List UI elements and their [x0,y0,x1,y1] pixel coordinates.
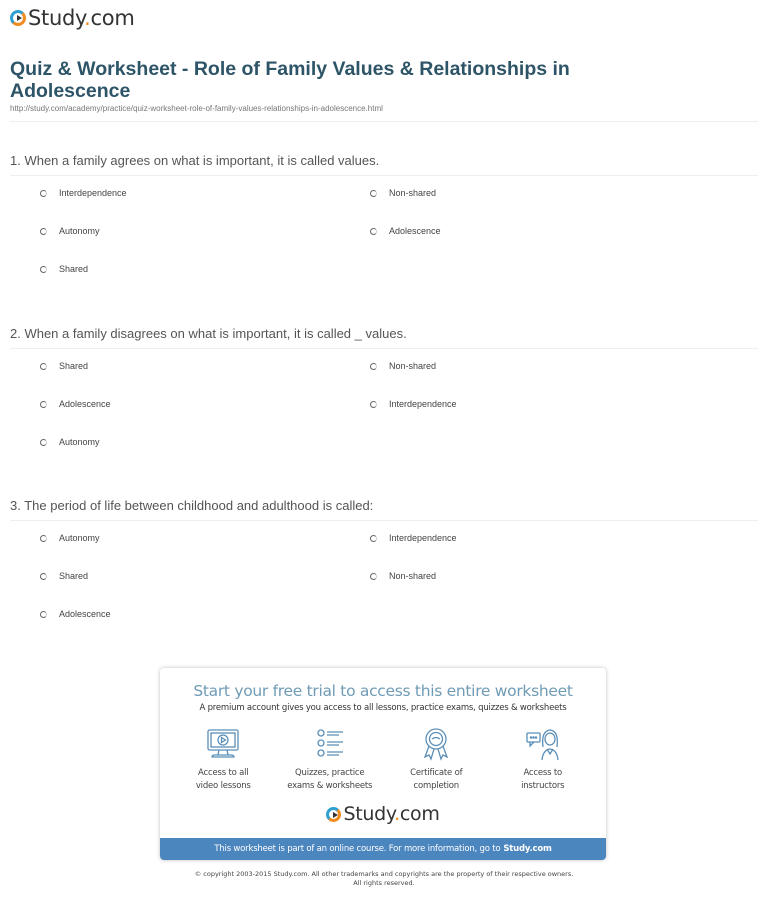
radio-icon[interactable] [370,535,377,542]
video-lesson-icon [205,727,241,761]
feature-label: video lessons [195,781,251,791]
answer-option[interactable]: Non-shared [370,361,436,371]
feature-video-lessons [173,727,273,793]
promo-title[interactable]: Start your free trial to access this entire worksheet [193,682,573,700]
radio-icon[interactable] [370,401,377,408]
radio-icon[interactable] [370,190,377,197]
radio-icon[interactable] [40,401,47,408]
page-title: Quiz & Worksheet - Role of Family Values & Relationships in Adolescence [10,58,570,102]
question-2 [10,326,758,469]
question-text: 1. When a family agrees on what is important, it is called values. [10,153,758,176]
course-info-bar [160,838,606,860]
copyright-notice: © copyright 2003-2015 Study.com. All other trademarks and copyrights are the property of their respective owners. All rights reserved. [194,870,574,887]
page-url[interactable]: http://study.com/academy/practice/quiz-worksheet-role-of-family-values-relationships-in-adolescence.html [10,104,383,113]
free-trial-promo [160,668,606,860]
answer-option[interactable]: Autonomy [40,437,100,447]
answer-option[interactable]: Adolescence [40,609,111,619]
radio-icon[interactable] [40,363,47,370]
question-1 [10,153,758,296]
study-link[interactable]: Study.com [503,844,552,854]
feature-label: instructors [521,781,565,791]
promo-subtitle: A premium account gives you access to all lessons, practice exams, quizzes & worksheets [199,703,567,713]
feature-label: Quizzes, practice [295,768,365,778]
answer-option[interactable]: Non-shared [370,571,436,581]
promo-study-logo[interactable] [160,803,606,825]
answer-option[interactable]: Adolescence [370,226,441,236]
feature-label: completion [413,781,459,791]
answer-option[interactable]: Shared [40,361,88,371]
feature-list [160,727,606,793]
feature-quizzes [280,727,380,793]
study-logo[interactable] [10,6,134,30]
answer-options [10,521,758,641]
feature-certificate [386,727,486,793]
feature-label: exams & worksheets [287,781,373,791]
feature-instructors [493,727,593,793]
radio-icon[interactable] [40,266,47,273]
radio-icon[interactable] [370,228,377,235]
instructor-icon [525,727,561,761]
question-text: 2. When a family disagrees on what is important, it is called _ values. [10,326,758,349]
question-3 [10,498,758,641]
answer-option[interactable]: Interdependence [370,399,457,409]
divider [10,121,758,122]
radio-icon[interactable] [40,228,47,235]
radio-icon[interactable] [370,363,377,370]
answer-option[interactable]: Non-shared [370,188,436,198]
feature-label: Access to [523,768,563,778]
answer-option[interactable]: Interdependence [40,188,127,198]
answer-option[interactable]: Autonomy [40,533,100,543]
radio-icon[interactable] [40,190,47,197]
course-info-text: This worksheet is part of an online course. For more information, go to [214,844,501,854]
answer-option[interactable]: Adolescence [40,399,111,409]
logo-text: Study.com [343,803,440,825]
radio-icon[interactable] [40,535,47,542]
radio-icon[interactable] [370,573,377,580]
answer-option[interactable]: Interdependence [370,533,457,543]
question-text: 3. The period of life between childhood and adulthood is called: [10,498,758,521]
answer-option[interactable]: Shared [40,571,88,581]
feature-label: Certificate of [410,768,463,778]
quiz-list-icon [312,727,348,761]
answer-option[interactable]: Autonomy [40,226,100,236]
certificate-icon [418,727,454,761]
logo-text: Study.com [28,6,135,30]
radio-icon[interactable] [40,439,47,446]
answer-options [10,176,758,296]
answer-options [10,349,758,469]
answer-option[interactable]: Shared [40,264,88,274]
radio-icon[interactable] [40,611,47,618]
feature-label: Access to all [198,768,249,778]
radio-icon[interactable] [40,573,47,580]
play-logo-icon [10,10,26,26]
play-logo-icon [326,807,341,822]
